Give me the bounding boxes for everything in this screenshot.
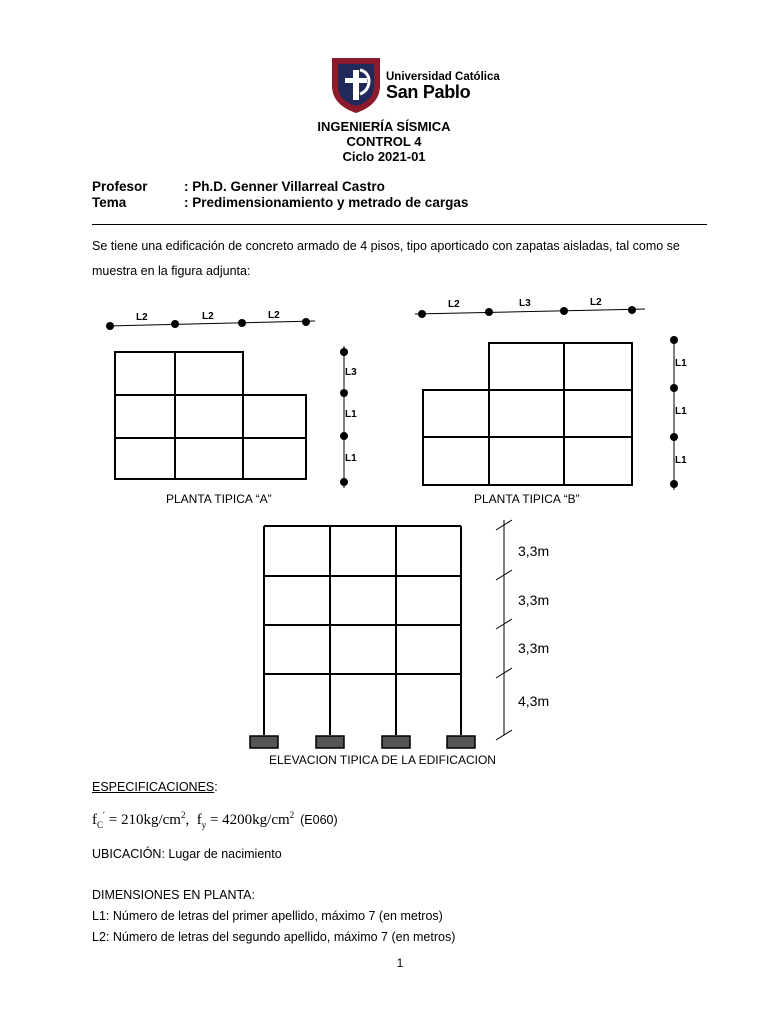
- plan-b-axis-node: [418, 310, 426, 318]
- dims-l2: L2: Número de letras del segundo apellido, máximo 7 (en metros): [92, 930, 456, 944]
- code-reference: (E060): [300, 813, 338, 827]
- elevation-caption: ELEVACION TIPICA DE LA EDIFICACION: [269, 753, 496, 767]
- footing: [382, 736, 410, 748]
- plan-b-side-node: [670, 336, 678, 344]
- plan-a-side-label: L3: [345, 367, 357, 378]
- plan-a-side-node: [340, 389, 348, 397]
- plan-a-side-label: L1: [345, 453, 357, 464]
- specs-heading: [92, 780, 218, 794]
- plan-b-diagram: [410, 288, 700, 493]
- plan-a-top-label: L2: [136, 312, 148, 323]
- page-number: 1: [396, 956, 404, 970]
- header-divider: [92, 224, 707, 225]
- university-logo: [330, 56, 500, 114]
- logo-university-line: Universidad Católica: [386, 71, 500, 83]
- plan-a-diagram: [100, 296, 370, 494]
- logo-university-name: San Pablo: [386, 82, 471, 102]
- intro-paragraph: Se tiene una edificación de concreto armado de 4 pisos, tipo aporticado con zapatas aisladas, tal como se muestra en la figura adjunta:: [92, 239, 680, 278]
- cycle-title: Ciclo 2021-01: [342, 149, 426, 164]
- professor-value: : Ph.D. Genner Villarreal Castro: [184, 179, 385, 194]
- floor-height-label: 3,3m: [518, 543, 550, 559]
- specs-heading-text: ESPECIFICACIONES: [92, 780, 215, 794]
- height-dimension-line: [496, 520, 512, 740]
- plan-b-axis-node: [560, 307, 568, 315]
- course-title: INGENIERÍA SÍSMICA: [317, 119, 451, 134]
- plan-a-top-label: L2: [202, 311, 214, 322]
- footing: [250, 736, 278, 748]
- floor-height-label: 3,3m: [518, 640, 550, 656]
- plan-a-side-node: [340, 348, 348, 356]
- plan-b-side-label: L1: [675, 455, 687, 466]
- university-shield-icon: [330, 56, 382, 114]
- plan-b-top-label: L2: [448, 299, 460, 310]
- plan-a-grid: [115, 352, 306, 479]
- plan-a-axis-node: [106, 322, 114, 330]
- material-formula: $f_C' = 210kg/cm^2$, $f_y = 4200kg/cm^2$ (E060): [92, 810, 338, 830]
- floor-height-label: 4,3m: [518, 693, 550, 709]
- elevation-diagram: [246, 518, 576, 754]
- plan-b-side-label: L1: [675, 406, 687, 417]
- location-line: UBICACIÓN: Lugar de nacimiento: [92, 847, 282, 861]
- plan-b-top-label: L2: [590, 297, 602, 308]
- plan-b-side-node: [670, 384, 678, 392]
- plan-b-side-node: [670, 433, 678, 441]
- fy-value: = 4200kg/cm: [206, 812, 290, 828]
- topic-label: Tema: [92, 195, 127, 210]
- topic-value: : Predimensionamiento y metrado de cargas: [184, 195, 469, 210]
- plan-a-caption: PLANTA TIPICA “A”: [166, 492, 272, 506]
- fc-value: = 210kg/cm: [104, 812, 181, 828]
- plan-a-side-label: L1: [345, 409, 357, 420]
- plan-a-side-node: [340, 478, 348, 486]
- plan-a-side-node: [340, 432, 348, 440]
- plan-a-top-label: L2: [268, 310, 280, 321]
- plan-a-axis-node: [171, 320, 179, 328]
- plan-a-axis-node: [238, 319, 246, 327]
- plan-b-caption: PLANTA TIPICA “B”: [474, 492, 580, 506]
- dims-l1: L1: Número de letras del primer apellido, máximo 7 (en metros): [92, 909, 443, 923]
- plan-b-axis-node: [628, 306, 636, 314]
- footing: [447, 736, 475, 748]
- footing: [316, 736, 344, 748]
- plan-b-top-label: L3: [519, 298, 531, 309]
- elevation-frame: [264, 526, 461, 735]
- professor-label: Profesor: [92, 179, 148, 194]
- plan-b-side-label: L1: [675, 358, 687, 369]
- control-title: CONTROL 4: [346, 134, 422, 149]
- plan-b-grid: [423, 343, 632, 485]
- dims-heading: DIMENSIONES EN PLANTA:: [92, 888, 255, 902]
- plan-a-axis-node: [302, 318, 310, 326]
- specs-heading-colon: :: [214, 780, 218, 794]
- plan-b-axis-node: [485, 308, 493, 316]
- floor-height-label: 3,3m: [518, 592, 550, 608]
- plan-b-side-node: [670, 480, 678, 488]
- footings: [250, 736, 475, 748]
